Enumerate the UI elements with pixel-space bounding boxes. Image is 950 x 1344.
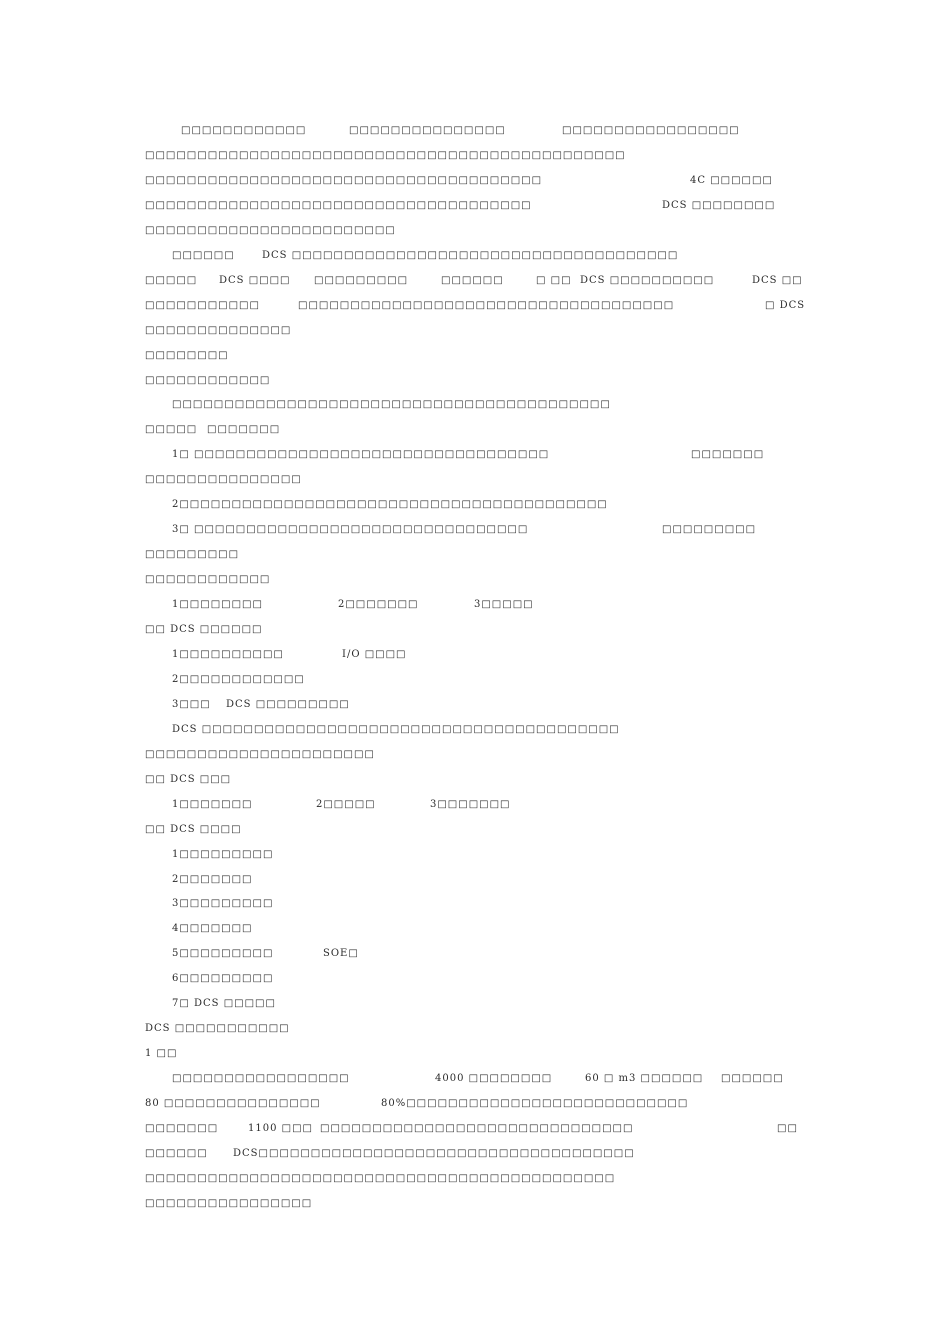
text-line xyxy=(0,971,950,987)
text-segment: □□□□□□□□□□□□□□□ xyxy=(349,125,506,136)
text-segment: 2□□□□□□□□□□□□ xyxy=(172,673,305,685)
text-line xyxy=(0,323,950,339)
text-segment: □□□□□□□□□□□□□□ xyxy=(145,324,292,336)
text-segment: □□□□□□ xyxy=(721,1073,784,1085)
text-segment: □□□□□ xyxy=(145,424,198,436)
text-segment: 2□□□□□□□□□□□□□□□□□□□□□□□□□□□□□□□□□□□□□□□□□ xyxy=(172,499,608,511)
text-segment: □□ xyxy=(777,1123,798,1134)
text-line xyxy=(0,1196,950,1212)
text-segment: 3□□□ xyxy=(172,698,211,710)
text-line xyxy=(0,847,950,863)
text-segment: DCS □□□□ xyxy=(219,274,291,286)
text-line xyxy=(0,946,950,962)
text-line xyxy=(0,572,950,588)
text-line xyxy=(0,223,950,239)
text-segment: DCS □□ xyxy=(752,274,803,286)
text-segment: □□ DCS □□□□ xyxy=(145,823,242,835)
text-segment: □□□□□□□□□□□□□□□□□□□□□□□□□□□□□□□□□□□□□ xyxy=(145,199,532,211)
text-line xyxy=(0,1171,950,1187)
text-segment: □□□□□□□ xyxy=(691,449,765,461)
text-line xyxy=(0,797,950,813)
text-segment: 2□□□□□□□ xyxy=(338,599,419,611)
text-line xyxy=(0,647,950,663)
text-segment: □□□□□□□□□□□□□□□ xyxy=(145,474,302,486)
text-line xyxy=(0,123,950,139)
text-line xyxy=(0,622,950,638)
text-segment: □□ DCS □□□ xyxy=(145,773,232,785)
text-line xyxy=(0,772,950,788)
text-line xyxy=(0,747,950,763)
text-segment: DCS □□□□□□□□□□□□□□□□□□□□□□□□□□□□□□□□□□□□□ xyxy=(262,249,679,261)
text-line xyxy=(0,896,950,912)
text-segment: □□ DCS □□□□□□ xyxy=(145,624,263,635)
text-segment: 60 □ m3 □□□□□□ xyxy=(585,1073,704,1085)
text-segment: □□□□□□□□□□□□□□□□□□□□□□□□□□□□□□□□□□□□□□ xyxy=(145,174,543,186)
text-segment: □□□□□□ xyxy=(441,274,504,286)
text-segment: DCS □□□□□□□□□□□□□□□□□□□□□□□□□□□□□□□□□□□□□□□□ xyxy=(172,723,620,735)
text-segment: 1□□□□□□□□□ xyxy=(172,848,274,860)
text-segment: 1□□□□□□□ xyxy=(172,798,253,810)
text-line xyxy=(0,1146,950,1162)
text-line xyxy=(0,472,950,488)
text-segment: □□□□□□ xyxy=(172,249,235,261)
text-line xyxy=(0,822,950,838)
text-line xyxy=(0,1071,950,1087)
text-line xyxy=(0,1046,950,1062)
text-line xyxy=(0,1021,950,1037)
text-segment: 3□□□□□□□□□ xyxy=(172,898,274,910)
text-segment: □□□□□□□□□□□□ xyxy=(181,125,307,136)
text-segment: DCS □□□□□□□□□□□ xyxy=(145,1023,290,1035)
text-segment: 2□□□□□ xyxy=(316,798,376,810)
text-segment: □□□□□□ xyxy=(145,1147,208,1159)
text-segment: □ DCS xyxy=(765,299,806,311)
text-line xyxy=(0,273,950,289)
text-line xyxy=(0,547,950,563)
text-segment: 4000 □□□□□□□□ xyxy=(435,1073,553,1085)
text-segment: 7□ DCS □□□□□ xyxy=(172,998,276,1010)
text-segment: □□□□□□□□□□□□□□□□□ xyxy=(562,125,740,136)
text-segment: 4C □□□□□□ xyxy=(690,174,773,186)
text-segment: 2□□□□□□□ xyxy=(172,873,253,885)
text-segment: 80%□□□□□□□□□□□□□□□□□□□□□□□□□□□ xyxy=(381,1098,689,1110)
text-line xyxy=(0,1121,950,1137)
text-segment: □□□□□□□□□ xyxy=(145,549,240,561)
text-line xyxy=(0,996,950,1012)
text-line xyxy=(0,447,950,463)
text-segment: □□□□□□□□□□□□□□□□ xyxy=(145,1197,313,1209)
text-segment: □□□□□□□□ xyxy=(145,349,229,361)
text-segment: □□□□□□□□□□□□□□□□□□□□□□ xyxy=(145,748,375,760)
text-line xyxy=(0,921,950,937)
text-line xyxy=(0,872,950,888)
text-segment: □□□□□□□□□□□□□□□□□□□□□□□□□□□□□□□□□□□□□□□□□□□□□ xyxy=(145,1172,616,1184)
text-segment: DCS □□□□□□□□□□ xyxy=(580,274,715,286)
text-segment: □□□□□□□ xyxy=(207,424,281,436)
text-line xyxy=(0,697,950,713)
text-line xyxy=(0,422,950,438)
text-segment: 1□ □□□□□□□□□□□□□□□□□□□□□□□□□□□□□□□□□□ xyxy=(172,449,550,461)
text-line xyxy=(0,597,950,613)
text-segment: □□□□□□□□□□□□□□□□□□□□□□□□ xyxy=(145,224,396,236)
text-segment: 3□ □□□□□□□□□□□□□□□□□□□□□□□□□□□□□□□□ xyxy=(172,524,529,536)
text-line xyxy=(0,397,950,413)
text-line xyxy=(0,497,950,513)
text-segment: □□□□□□□□□□□ xyxy=(145,299,260,311)
text-segment: 6□□□□□□□□□ xyxy=(172,973,274,985)
text-segment: SOE□ xyxy=(323,948,359,960)
text-segment: 1 □□ xyxy=(145,1048,178,1060)
text-segment: □□□□□□□□□□□□□□□□□□□□□□□□□□□□□□□□□□□□□□□□□□ xyxy=(172,399,611,411)
text-segment: □□□□□□□□□□□□□□□□□□□□□□□□□□□□□□□□□□□□ xyxy=(298,299,675,311)
text-segment: 5□□□□□□□□□ xyxy=(172,948,274,960)
text-segment: □□□□□□□□□□□□□□□□□ xyxy=(172,1073,350,1085)
text-segment: DCS □□□□□□□□□ xyxy=(226,698,350,710)
text-segment: 80 □□□□□□□□□□□□□□□ xyxy=(145,1098,321,1110)
text-segment: I/O □□□□ xyxy=(342,648,407,660)
text-line xyxy=(0,173,950,189)
text-line xyxy=(0,248,950,264)
text-segment: □□□□□□□□□ xyxy=(314,274,409,286)
text-segment: □□□□□□□□□ xyxy=(662,524,757,536)
text-line xyxy=(0,522,950,538)
text-segment: 1□□□□□□□□ xyxy=(172,599,263,611)
text-segment: DCS□□□□□□□□□□□□□□□□□□□□□□□□□□□□□□□□□□□□ xyxy=(233,1147,635,1159)
text-segment: DCS □□□□□□□□ xyxy=(662,199,776,211)
text-segment: 3□□□□□ xyxy=(474,599,534,611)
text-segment: □□□□□□□□□□□□□□□□□□□□□□□□□□□□□□ xyxy=(320,1123,634,1134)
text-line xyxy=(0,722,950,738)
text-line xyxy=(0,148,950,164)
text-segment: 3□□□□□□□ xyxy=(430,798,511,810)
text-segment: □ □□ xyxy=(536,274,572,286)
text-segment: □□□□□□□ xyxy=(145,1123,219,1134)
text-segment: □□□□□□□□□□□□□□□□□□□□□□□□□□□□□□□□□□□□□□□□□□□□□□ xyxy=(145,149,626,161)
text-line xyxy=(0,348,950,364)
text-segment: 4□□□□□□□ xyxy=(172,923,253,935)
text-line xyxy=(0,198,950,214)
text-segment: 1□□□□□□□□□□ xyxy=(172,648,284,660)
text-line xyxy=(0,672,950,688)
text-line xyxy=(0,373,950,389)
text-line xyxy=(0,1096,950,1112)
text-line xyxy=(0,298,950,314)
text-segment: □□□□□ xyxy=(145,274,198,286)
text-segment: 1100 □□□ xyxy=(248,1123,313,1134)
text-segment: □□□□□□□□□□□□ xyxy=(145,574,271,586)
text-segment: □□□□□□□□□□□□ xyxy=(145,374,271,386)
